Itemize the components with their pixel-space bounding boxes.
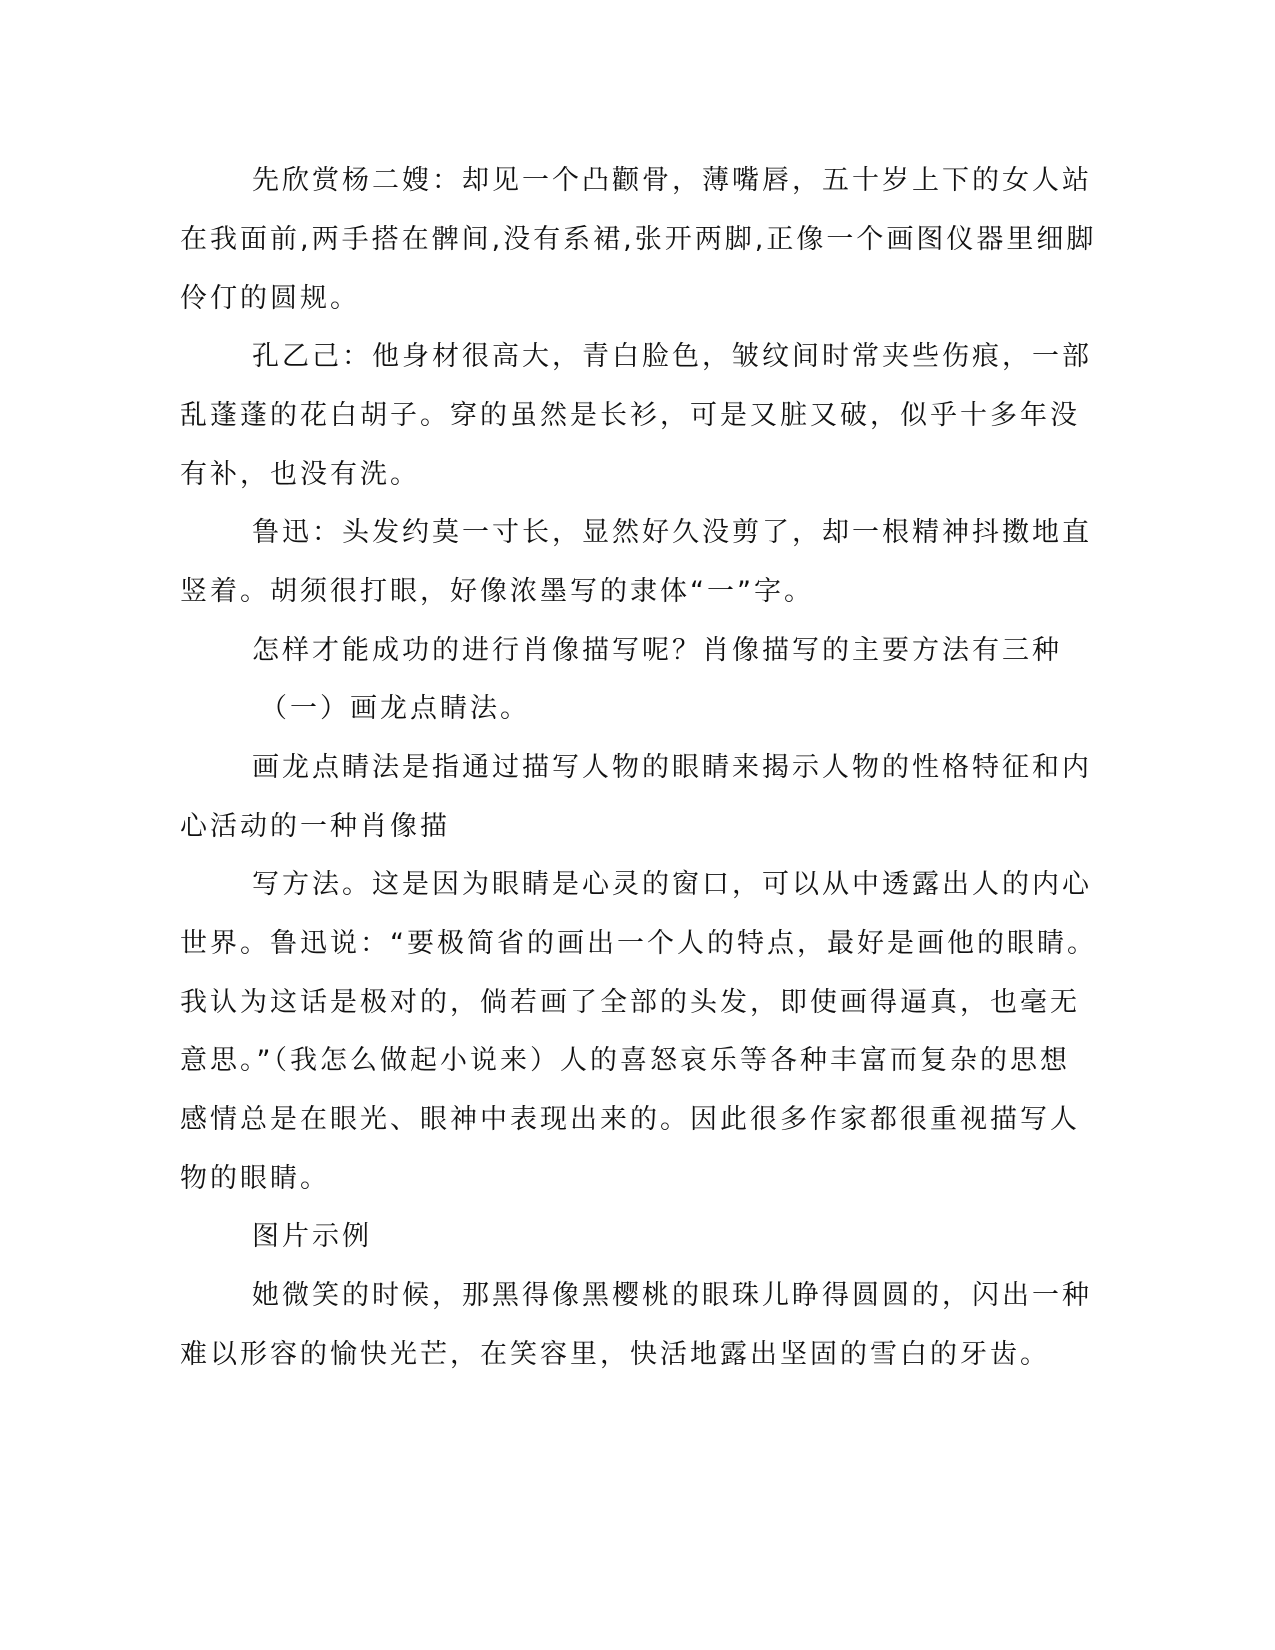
para-example-line-2: 难以形容的愉快光芒，在笑容里，快活地露出坚固的雪白的牙齿。 [180, 1339, 1050, 1370]
para-luxun-line-1: 鲁迅：头发约莫一寸长，显然好久没剪了，却一根精神抖擞地直 [252, 517, 1092, 548]
para-method-line-2: 心活动的一种肖像描 [180, 811, 450, 842]
para-yang-line-1: 先欣赏杨二嫂：却见一个凸颧骨，薄嘴唇，五十岁上下的女人站 [252, 165, 1092, 196]
para-example-line-1: 她微笑的时候，那黑得像黑樱桃的眼珠儿睁得圆圆的，闪出一种 [252, 1280, 1092, 1311]
para-kong-line-3: 有补，也没有洗。 [180, 459, 420, 490]
para-kong-line-2: 乱蓬蓬的花白胡子。穿的虽然是长衫，可是又脏又破，似乎十多年没 [180, 400, 1080, 431]
para-eyes-line-4: 意思。”（我怎么做起小说来）人的喜怒哀乐等各种丰富而复杂的思想 [180, 1045, 1070, 1076]
para-luxun-line-2: 竖着。胡须很打眼，好像浓墨写的隶体“一”字。 [180, 576, 814, 607]
para-yang-line-2: 在我面前,两手搭在髀间,没有系裙,张开两脚,正像一个画图仪器里细脚 [180, 224, 1097, 255]
para-eyes-line-5: 感情总是在眼光、眼神中表现出来的。因此很多作家都很重视描写人 [180, 1104, 1080, 1135]
para-eyes-line-2: 世界。鲁迅说：“要极简省的画出一个人的特点，最好是画他的眼睛。 [180, 928, 1097, 959]
para-eyes-line-1: 写方法。这是因为眼睛是心灵的窗口，可以从中透露出人的内心 [252, 869, 1092, 900]
para-eyes-line-6: 物的眼睛。 [180, 1163, 330, 1194]
section-heading: （一）画龙点睛法。 [260, 693, 530, 724]
para-eyes-line-3: 我认为这话是极对的，倘若画了全部的头发，即使画得逼真，也毫无 [180, 987, 1080, 1018]
para-method-line-1: 画龙点睛法是指通过描写人物的眼睛来揭示人物的性格特征和内 [252, 752, 1092, 783]
para-kong-line-1: 孔乙己：他身材很高大，青白脸色，皱纹间时常夹些伤痕，一部 [252, 341, 1092, 372]
para-question: 怎样才能成功的进行肖像描写呢？肖像描写的主要方法有三种 [252, 635, 1062, 666]
example-label: 图片示例 [252, 1221, 372, 1252]
para-yang-line-3: 伶仃的圆规。 [180, 283, 360, 314]
